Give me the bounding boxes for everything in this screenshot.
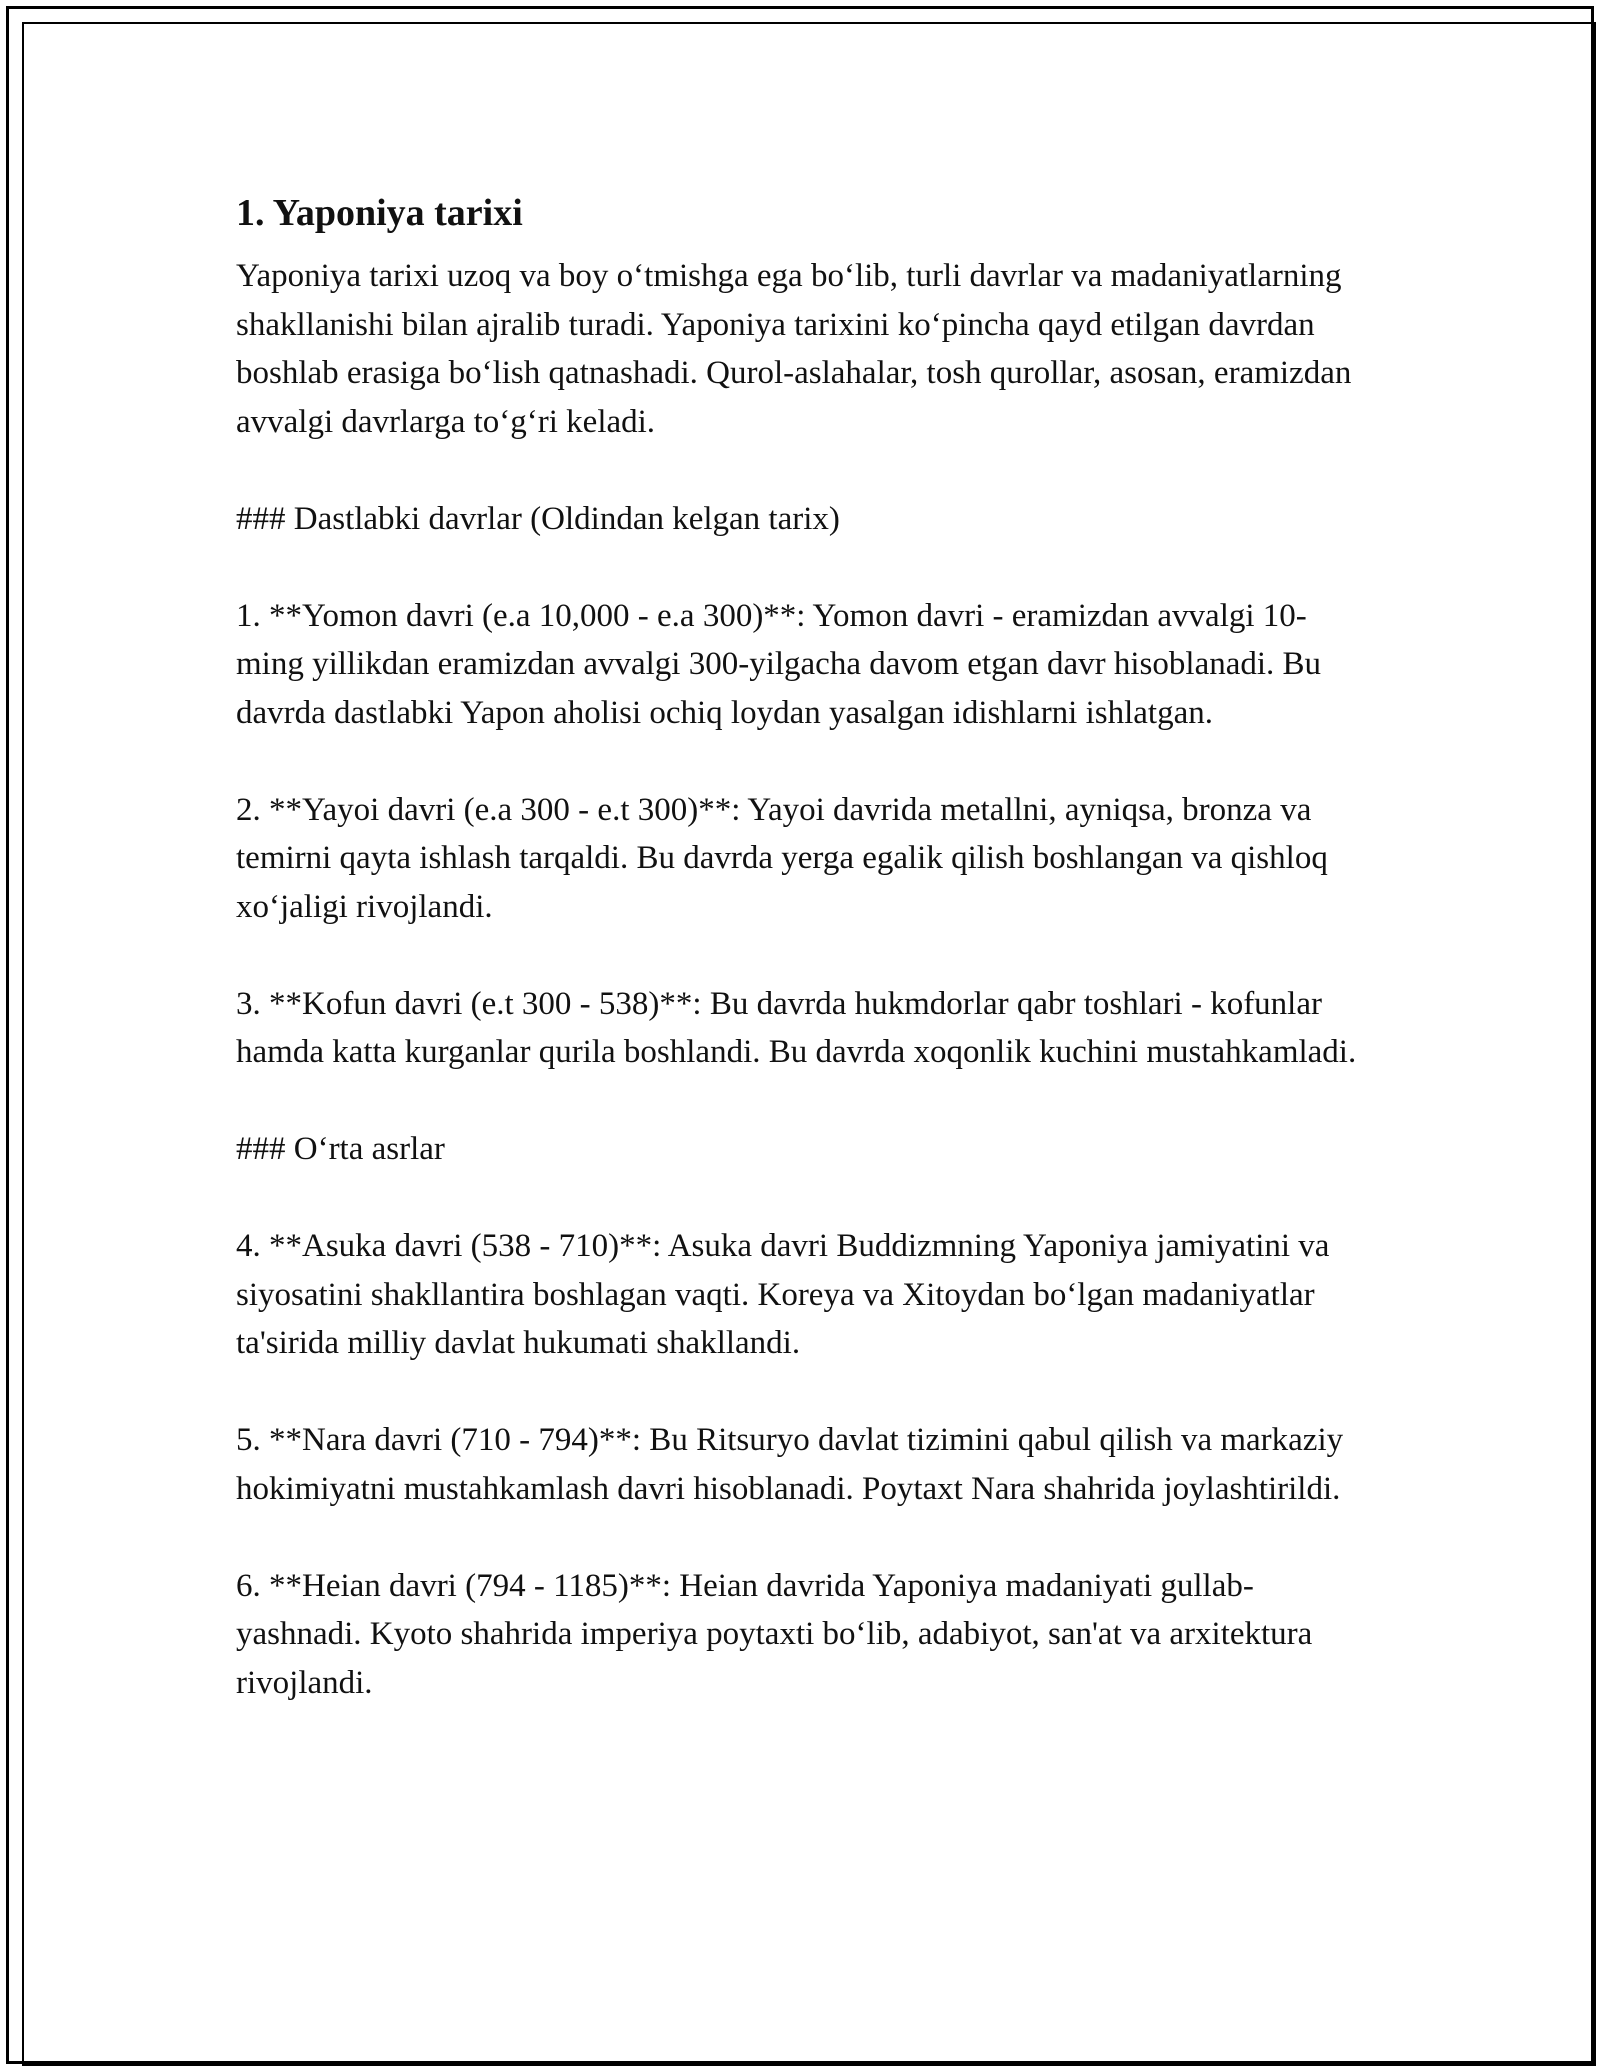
list-item-jomon-period: 1. **Yomon davri (e.a 10,000 - e.a 300)**: Yomon davri - eramizdan avvalgi 10-ming yillikdan eramizdan avvalgi 300-yilgacha davom etgan davr hisoblanadi. Bu davrda dastlabki Yapon aholisi ochiq loydan yasalgan idishlarni ishlatgan. [236, 597, 1322, 731]
list-item-heian-period: 6. **Heian davri (794 - 1185)**: Heian davrida Yaponiya madaniyati gullab-yashnadi. Kyoto shahrida imperiya poytaxti bo‘lib, adabiyot, san'at va arxitektura rivojlandi. [236, 1567, 1313, 1701]
section-heading-early-periods: ### Dastlabki davrlar (Oldindan kelgan tarix) [236, 500, 840, 537]
section-heading-middle-ages: ### O‘rta asrlar [236, 1131, 445, 1167]
list-item-asuka-period: 4. **Asuka davri (538 - 710)**: Asuka davri Buddizmning Yaponiya jamiyatini va siyosatini shakllantira boshlagan vaqti. Koreya va Xitoydan bo‘lgan madaniyatlar ta'sirida milliy davlat hukumati shakllandi. [236, 1228, 1330, 1361]
list-item-nara-period: 5. **Nara davri (710 - 794)**: Bu Ritsuryo davlat tizimini qabul qilish va markaziy hokimiyatni mustahkamlash davri hisoblanadi. Poytaxt Nara shahrida joylashtirildi. [236, 1422, 1344, 1507]
list-item-yayoi-period: 2. **Yayoi davri (e.a 300 - e.t 300)**: Yayoi davrida metallni, ayniqsa, bronza va temirni qayta ishlash tarqaldi. Bu davrda yerga egalik qilish boshlangan va qishloq xo‘jaligi rivojlandi. [236, 791, 1328, 925]
document-title: 1. Yaponiya tarixi [236, 192, 523, 234]
document-body [236, 186, 1361, 1756]
list-item-kofun-period: 3. **Kofun davri (e.t 300 - 538)**: Bu davrda hukmdorlar qabr toshlari - kofunlar hamda katta kurganlar qurila boshlandi. Bu davrda xoqonlik kuchini mustahkamladi. [236, 985, 1357, 1070]
intro-paragraph: Yaponiya tarixi uzoq va boy o‘tmishga ega bo‘lib, turli davrlar va madaniyatlarning shakllanishi bilan ajralib turadi. Yaponiya tarixini ko‘pincha qayd etilgan davrdan boshlab erasiga bo‘lish qatnashadi. Qurol-aslahalar, tosh qurollar, asosan, eramizdan avvalgi davrlarga to‘g‘ri keladi. [236, 258, 1352, 440]
